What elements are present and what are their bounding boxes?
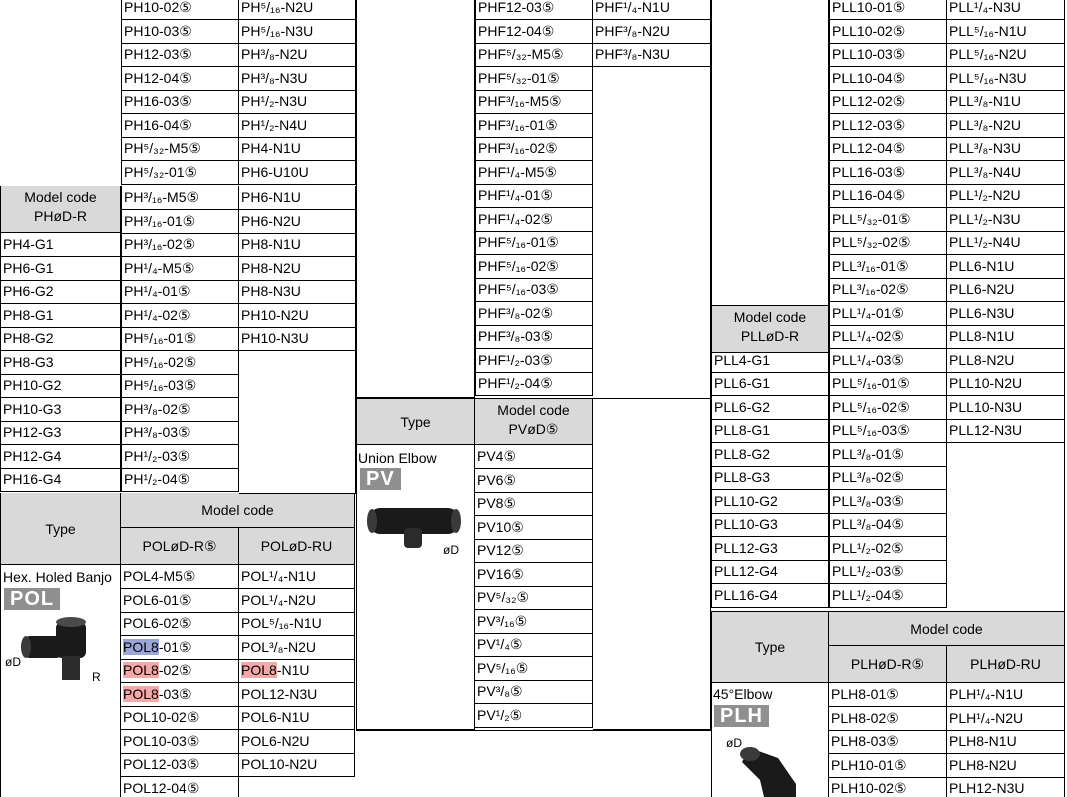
pll-code-r-cell: PLL³/₁₆-02⑤ xyxy=(829,278,947,302)
pv-code-cell: PV10⑤ xyxy=(475,516,593,540)
pol-code-ru-cell xyxy=(239,659,355,683)
pol-type-name: Hex. Holed Banjo xyxy=(3,569,112,585)
ph-model-header xyxy=(0,186,121,233)
ph-g-code-cell: PH6-G1 xyxy=(0,257,121,281)
pv-code-cell: PV¹/₂⑤ xyxy=(475,704,593,728)
ph-code-r-cell: PH10-03⑤ xyxy=(121,20,239,44)
plh-col2-header: PLHøD-RU xyxy=(947,646,1065,683)
ph-g-code-cell: PH8-G1 xyxy=(0,304,121,328)
pv-right-face xyxy=(451,509,461,533)
pol-suffix: -N1U xyxy=(276,662,310,678)
phf-code-r-cell: PHF12-04⑤ xyxy=(475,20,593,44)
pll-g-code-cell: PLL8-G3 xyxy=(711,466,829,490)
pll-code-ru-cell: PLL³/₈-N2U xyxy=(947,114,1065,138)
ph-code-ru-cell: PH6-N1U xyxy=(239,186,356,210)
pol-suffix: -01⑤ xyxy=(158,639,192,655)
pll-g-code-cell: PLL8-G1 xyxy=(711,419,829,443)
phf-code-ru-cell: PHF³/₈-N3U xyxy=(593,43,711,67)
phf-code-r-cell: PHF³/₈-03⑤ xyxy=(475,325,593,349)
pll-code-ru-cell: PLL³/₈-N1U xyxy=(947,90,1065,114)
plh-model-header: Model code xyxy=(829,611,1065,646)
ph-code-ru-cell: PH³/₈-N2U xyxy=(239,43,356,67)
pll-code-ru-cell: PLL¹/₂-N4U xyxy=(947,231,1065,255)
pll-code-ru-cell: PLL6-N1U xyxy=(947,255,1065,279)
ph-code-r-cell: PH¹/₂-04⑤ xyxy=(121,468,239,492)
phf-code-r-cell: PHF⁵/₁₆-02⑤ xyxy=(475,255,593,279)
plh-type-name: 45°Elbow xyxy=(713,686,773,702)
pll-g-code-cell: PLL4-G1 xyxy=(711,349,829,373)
pll-code-r-cell: PLL⁵/₁₆-03⑤ xyxy=(829,419,947,443)
pll-code-r-cell: PLL⁵/₁₆-02⑤ xyxy=(829,396,947,420)
pll-code-r-cell: PLL12-03⑤ xyxy=(829,114,947,138)
phf-code-r-cell: PHF⁵/₃₂-M5⑤ xyxy=(475,43,593,67)
ph-g-code-cell: PH12-G3 xyxy=(0,421,121,445)
pol-code-r-cell: POL4-M5⑤ xyxy=(121,565,239,589)
pll-code-r-cell: PLL10-02⑤ xyxy=(829,20,947,44)
pol-label-r: R xyxy=(92,670,101,684)
phf-code-r-cell: PHF³/₁₆-01⑤ xyxy=(475,114,593,138)
ph-code-r-cell: PH12-03⑤ xyxy=(121,43,239,67)
pol-label-d: øD xyxy=(5,655,21,669)
pll-code-ru-cell: PLL⁵/₁₆-N3U xyxy=(947,67,1065,91)
ph-code-r-cell: PH16-04⑤ xyxy=(121,114,239,138)
plh-code-r-cell: PLH8-02⑤ xyxy=(829,707,947,731)
pll-code-ru-cell: PLL10-N2U xyxy=(947,372,1065,396)
plh-code-r-cell: PLH8-01⑤ xyxy=(829,683,947,707)
pll-header-line1: Model code xyxy=(733,309,807,325)
plh-code-r-cell: PLH10-01⑤ xyxy=(829,754,947,778)
ph-g-code-cell: PH10-G3 xyxy=(0,398,121,422)
plh-label-d: øD xyxy=(726,736,742,750)
ph-code-ru-cell: PH⁵/₁₆-N2U xyxy=(239,0,356,20)
plh-fitting-image xyxy=(738,740,808,797)
pol-type-header: Type xyxy=(0,493,121,565)
pv-code-cell: PV³/₈⑤ xyxy=(475,680,593,704)
ph-code-r-cell: PH³/₁₆-M5⑤ xyxy=(121,186,239,210)
plh-code-ru-cell: PLH8-N2U xyxy=(947,754,1065,778)
ph-code-ru-cell: PH6-N2U xyxy=(239,210,356,234)
ph-g-code-cell: PH12-G4 xyxy=(0,445,121,469)
ph-code-r-cell: PH¹/₂-03⑤ xyxy=(121,445,239,469)
plh-code-r-cell: PLH10-02⑤ xyxy=(829,777,947,797)
pol-code-r-cell: POL6-02⑤ xyxy=(121,612,239,636)
pll-code-ru-cell: PLL8-N2U xyxy=(947,349,1065,373)
pol-tube-face xyxy=(21,636,31,658)
ph-code-ru-cell: PH³/₈-N3U xyxy=(239,67,356,91)
pll-code-ru-cell: PLL¹/₂-N3U xyxy=(947,208,1065,232)
pll-code-ru-cell: PLL10-N3U xyxy=(947,396,1065,420)
phf-blank-cell xyxy=(356,0,475,398)
pll-code-ru-cell: PLL⁵/₁₆-N2U xyxy=(947,43,1065,67)
ph-code-r-cell: PH³/₁₆-01⑤ xyxy=(121,210,239,234)
pol-code-r-cell xyxy=(121,659,239,683)
pol-code-r-cell xyxy=(121,683,239,707)
plh-code-ru-cell: PLH¹/₄-N2U xyxy=(947,707,1065,731)
ph-code-ru-cell: PH⁵/₁₆-N3U xyxy=(239,20,356,44)
pol-code-ru-cell: POL10-N2U xyxy=(239,753,355,777)
ph-empty-cell xyxy=(239,351,356,494)
ph-code-r-cell: PH⁵/₁₆-03⑤ xyxy=(121,374,239,398)
pll-g-code-cell: PLL10-G2 xyxy=(711,490,829,514)
pol-code-ru-cell: POL³/₈-N2U xyxy=(239,636,355,660)
ph-g-code-cell: PH4-G1 xyxy=(0,233,121,257)
pol-code-ru-cell: POL⁵/₁₆-N1U xyxy=(239,612,355,636)
plh-face xyxy=(740,747,760,761)
ph-g-code-cell: PH16-G4 xyxy=(0,468,121,492)
pv-code-cell: PV⁵/₃₂⑤ xyxy=(475,586,593,610)
pll-code-r-cell: PLL¹/₄-01⑤ xyxy=(829,302,947,326)
pol-highlight: POL8 xyxy=(241,662,277,678)
phf-code-r-cell: PHF⁵/₃₂-01⑤ xyxy=(475,67,593,91)
pv-type-header: Type xyxy=(356,398,475,445)
pll-code-ru-cell: PLL6-N2U xyxy=(947,278,1065,302)
phf-code-r-cell: PHF¹/₄-01⑤ xyxy=(475,184,593,208)
pol-code-r-cell: POL10-02⑤ xyxy=(121,706,239,730)
pv-code-cell: PV8⑤ xyxy=(475,492,593,516)
pll-code-ru-cell: PLL¹/₂-N2U xyxy=(947,184,1065,208)
phf-code-r-cell: PHF¹/₂-03⑤ xyxy=(475,349,593,373)
ph-header-line1: Model code xyxy=(24,189,97,205)
phf-code-r-cell: PHF³/₁₆-M5⑤ xyxy=(475,90,593,114)
pll-code-r-cell: PLL16-04⑤ xyxy=(829,184,947,208)
pll-code-r-cell: PLL³/₁₆-01⑤ xyxy=(829,255,947,279)
pll-code-r-cell: PLL¹/₄-03⑤ xyxy=(829,349,947,373)
pv-header-line2: PVøD⑤ xyxy=(508,421,559,437)
ph-code-ru-cell: PH6-U10U xyxy=(239,161,356,185)
pll-code-r-cell: PLL12-02⑤ xyxy=(829,90,947,114)
pll-code-r-cell: PLL³/₈-02⑤ xyxy=(829,466,947,490)
ph-header-line2: PHøD-R xyxy=(34,208,87,224)
pll-header-line2: PLLøD-R xyxy=(740,328,800,344)
pol-thread-shape xyxy=(62,656,80,680)
pol-code-r-cell: POL12-03⑤ xyxy=(121,753,239,777)
ph-code-r-cell: PH³/₈-03⑤ xyxy=(121,421,239,445)
ph-g-code-cell: PH8-G2 xyxy=(0,327,121,351)
pol-code-ru-cell: POL12-N3U xyxy=(239,683,355,707)
pv-empty-cell xyxy=(593,398,711,730)
pv-header-line1: Model code xyxy=(497,402,570,418)
pv-label-d: øD xyxy=(443,543,459,557)
ph-code-r-cell: PH⁵/₁₆-01⑤ xyxy=(121,327,239,351)
pol-highlight: POL8 xyxy=(123,686,159,702)
phf-code-r-cell: PHF12-03⑤ xyxy=(475,0,593,20)
pll-code-r-cell: PLL¹/₄-02⑤ xyxy=(829,325,947,349)
ph-code-r-cell: PH¹/₄-M5⑤ xyxy=(121,257,239,281)
pll-g-code-cell: PLL8-G2 xyxy=(711,443,829,467)
pv-code-cell: PV³/₁₆⑤ xyxy=(475,610,593,634)
pll-code-r-cell: PLL⁵/₁₆-01⑤ xyxy=(829,372,947,396)
pv-code-cell: PV12⑤ xyxy=(475,539,593,563)
plh-code-ru-cell: PLH8-N1U xyxy=(947,730,1065,754)
ph-code-ru-cell: PH4-N1U xyxy=(239,137,356,161)
plh-type-header: Type xyxy=(711,611,829,683)
pol-code-r-cell xyxy=(121,636,239,660)
ph-code-ru-cell: PH8-N2U xyxy=(239,257,356,281)
ph-code-ru-cell: PH8-N1U xyxy=(239,233,356,257)
pol-top-face xyxy=(56,617,86,627)
pll-g-code-cell: PLL12-G3 xyxy=(711,537,829,561)
pll-model-header xyxy=(711,306,829,353)
ph-code-ru-cell: PH8-N3U xyxy=(239,280,356,304)
pll-code-ru-cell: PLL¹/₄-N3U xyxy=(947,0,1065,20)
ph-code-r-cell: PH12-04⑤ xyxy=(121,67,239,91)
ph-g-code-cell: PH6-G2 xyxy=(0,280,121,304)
ph-code-r-cell: PH¹/₄-01⑤ xyxy=(121,280,239,304)
pol-type-code: POL xyxy=(4,588,60,610)
ph-code-ru-cell: PH¹/₂-N3U xyxy=(239,90,356,114)
phf-code-r-cell: PHF⁵/₁₆-01⑤ xyxy=(475,231,593,255)
ph-code-r-cell: PH¹/₄-02⑤ xyxy=(121,304,239,328)
pll-g-code-cell: PLL6-G2 xyxy=(711,396,829,420)
pol-col2-header: POLøD-RU xyxy=(239,528,355,565)
pv-code-cell: PV6⑤ xyxy=(475,469,593,493)
pll-code-r-cell: PLL10-03⑤ xyxy=(829,43,947,67)
pll-blank-cell xyxy=(711,0,829,306)
pll-code-r-cell: PLL12-04⑤ xyxy=(829,137,947,161)
phf-code-ru-cell: PHF¹/₄-N1U xyxy=(593,0,711,20)
pv-stem-shape xyxy=(404,528,422,548)
phf-code-r-cell: PHF³/₈-02⑤ xyxy=(475,302,593,326)
pol-code-ru-cell: POL¹/₄-N2U xyxy=(239,589,355,613)
pol-suffix: -02⑤ xyxy=(158,662,192,678)
pol-highlight: POL8 xyxy=(123,662,159,678)
pol-code-r-cell: POL6-01⑤ xyxy=(121,589,239,613)
pv-code-cell: PV16⑤ xyxy=(475,563,593,587)
pol-code-ru-cell: POL¹/₄-N1U xyxy=(239,565,355,589)
ph-code-r-cell: PH³/₁₆-02⑤ xyxy=(121,233,239,257)
pol-highlight: POL8 xyxy=(123,639,159,655)
empty-area xyxy=(356,730,711,797)
plh-col1-header: PLHøD-R⑤ xyxy=(829,646,947,683)
pll-code-ru-cell: PLL8-N1U xyxy=(947,325,1065,349)
pll-code-ru-cell: PLL³/₈-N4U xyxy=(947,161,1065,185)
pol-code-ru-cell: POL6-N2U xyxy=(239,730,355,754)
pv-code-cell: PV4⑤ xyxy=(475,445,593,469)
pol-model-header: Model code xyxy=(121,493,355,528)
ph-code-r-cell: PH³/₈-02⑤ xyxy=(121,398,239,422)
pll-code-ru-cell: PLL6-N3U xyxy=(947,302,1065,326)
pll-g-code-cell: PLL16-G4 xyxy=(711,584,829,608)
pll-code-r-cell: PLL¹/₂-04⑤ xyxy=(829,584,947,608)
pll-code-r-cell: PLL⁵/₃₂-01⑤ xyxy=(829,208,947,232)
pll-g-code-cell: PLL12-G4 xyxy=(711,560,829,584)
pll-code-ru-cell: PLL⁵/₁₆-N1U xyxy=(947,20,1065,44)
ph-code-r-cell: PH10-02⑤ xyxy=(121,0,239,20)
ph-code-ru-cell: PH10-N3U xyxy=(239,327,356,351)
pol-code-ru-cell: POL6-N1U xyxy=(239,706,355,730)
pll-code-ru-cell: PLL12-N3U xyxy=(947,419,1065,443)
pll-code-r-cell: PLL⁵/₃₂-02⑤ xyxy=(829,231,947,255)
plh-code-ru-cell: PLH¹/₄-N1U xyxy=(947,683,1065,707)
pll-empty-cell xyxy=(947,443,1065,612)
pv-code-cell: PV¹/₄⑤ xyxy=(475,633,593,657)
pol-col1-header: POLøD-R⑤ xyxy=(121,528,239,565)
ph-g-code-cell: PH8-G3 xyxy=(0,351,121,375)
pol-suffix: -03⑤ xyxy=(158,686,192,702)
ph-code-r-cell: PH⁵/₁₆-02⑤ xyxy=(121,351,239,375)
phf-code-ru-cell: PHF³/₈-N2U xyxy=(593,20,711,44)
pll-code-r-cell: PLL¹/₂-03⑤ xyxy=(829,560,947,584)
pv-code-cell: PV⁵/₁₆⑤ xyxy=(475,657,593,681)
plh-code-ru-cell: PLH12-N3U xyxy=(947,777,1065,797)
ph-g-code-cell: PH10-G2 xyxy=(0,374,121,398)
ph-code-r-cell: PH⁵/₃₂-01⑤ xyxy=(121,161,239,185)
ph-code-r-cell: PH16-03⑤ xyxy=(121,90,239,114)
pll-code-r-cell: PLL³/₈-04⑤ xyxy=(829,513,947,537)
pv-type-code: PV xyxy=(360,468,401,490)
pll-code-r-cell: PLL10-01⑤ xyxy=(829,0,947,20)
pll-code-r-cell: PLL10-04⑤ xyxy=(829,67,947,91)
pv-model-header xyxy=(475,398,593,445)
pll-code-r-cell: PLL16-03⑤ xyxy=(829,161,947,185)
phf-code-r-cell: PHF¹/₄-M5⑤ xyxy=(475,161,593,185)
pol-code-r-cell: POL10-03⑤ xyxy=(121,730,239,754)
phf-empty-cell xyxy=(593,67,711,399)
ph-code-ru-cell: PH¹/₂-N4U xyxy=(239,114,356,138)
phf-code-r-cell: PHF¹/₂-04⑤ xyxy=(475,372,593,396)
pll-code-r-cell: PLL³/₈-03⑤ xyxy=(829,490,947,514)
pll-g-code-cell: PLL10-G3 xyxy=(711,513,829,537)
pll-g-code-cell: PLL6-G1 xyxy=(711,372,829,396)
pv-type-name: Union Elbow xyxy=(358,450,437,466)
pll-code-r-cell: PLL¹/₂-02⑤ xyxy=(829,537,947,561)
phf-code-r-cell: PHF⁵/₁₆-03⑤ xyxy=(475,278,593,302)
phf-code-r-cell: PHF¹/₄-02⑤ xyxy=(475,208,593,232)
phf-code-r-cell: PHF³/₁₆-02⑤ xyxy=(475,137,593,161)
ph-code-r-cell: PH⁵/₃₂-M5⑤ xyxy=(121,137,239,161)
plh-code-r-cell: PLH8-03⑤ xyxy=(829,730,947,754)
plh-type-code: PLH xyxy=(714,705,769,727)
pol-code-r-cell: POL12-04⑤ xyxy=(121,777,239,797)
ph-code-ru-cell: PH10-N2U xyxy=(239,304,356,328)
pv-left-face xyxy=(367,509,377,533)
pll-code-ru-cell: PLL³/₈-N3U xyxy=(947,137,1065,161)
pll-code-r-cell: PLL³/₈-01⑤ xyxy=(829,443,947,467)
